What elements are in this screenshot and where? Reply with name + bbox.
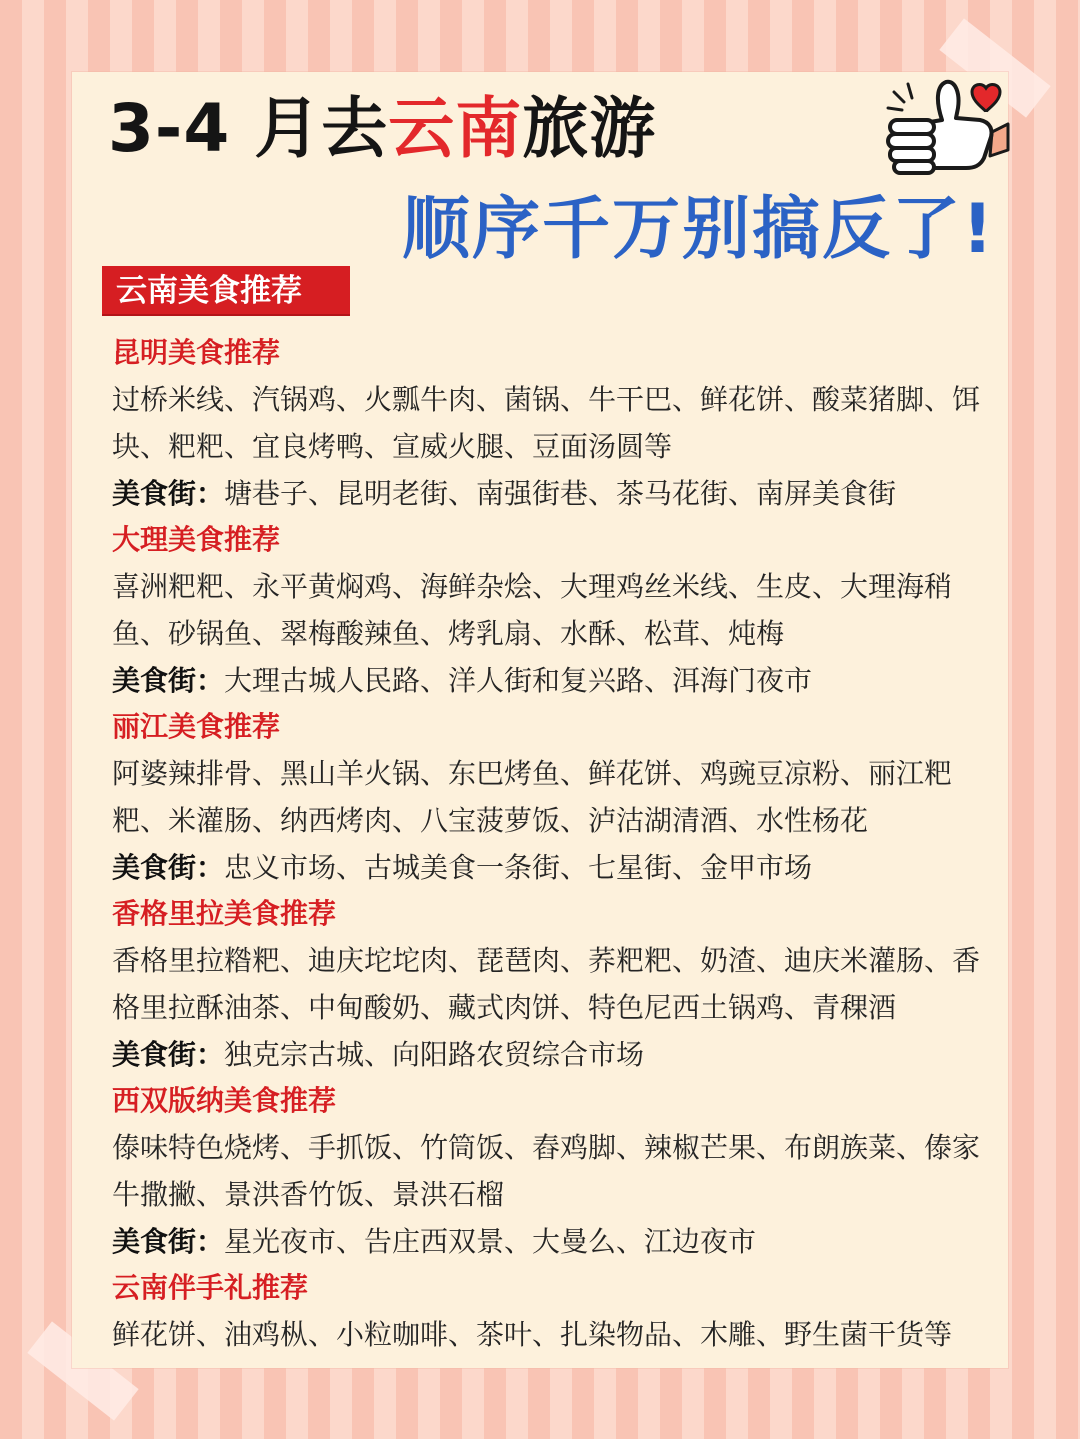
food-street-label: 美食街：: [112, 1038, 225, 1071]
food-street-line: [112, 1031, 984, 1078]
food-street-line: [112, 844, 984, 891]
page-title: [108, 90, 656, 168]
section-heading-dali: 大理美食推荐: [112, 523, 281, 556]
section-heading-xishuangbanna: 西双版纳美食推荐: [112, 1084, 337, 1117]
food-street-label: 美食街：: [112, 1225, 225, 1258]
title-suffix: 旅游: [522, 90, 657, 167]
souvenir-items: 鲜花饼、油鸡枞、小粒咖啡、茶叶、扎染物品、木雕、野生菌干货等: [112, 1318, 953, 1351]
section-heading-lijiang: 丽江美食推荐: [112, 710, 281, 743]
food-street-value: 大理古城人民路、洋人街和复兴路、洱海门夜市: [224, 664, 813, 697]
food-items: 傣味特色烧烤、手抓饭、竹筒饭、舂鸡脚、辣椒芒果、布朗族菜、傣家牛撒撇、景洪香竹饭、景洪石榴: [112, 1131, 981, 1211]
thumbs-up-heart-icon: [880, 72, 1010, 182]
food-street-label: 美食街：: [112, 664, 225, 697]
food-street-value: 忠义市场、古城美食一条街、七星街、金甲市场: [224, 851, 813, 884]
food-list: [112, 330, 984, 1358]
section-heading-kunming: 昆明美食推荐: [112, 336, 281, 369]
food-street-label: 美食街：: [112, 477, 225, 510]
page-subtitle: 顺序千万别搞反了!: [402, 190, 996, 269]
food-street-label: 美食街：: [112, 851, 225, 884]
food-items: 香格里拉糌粑、迪庆坨坨肉、琵琶肉、荞粑粑、奶渣、迪庆米灌肠、香格里拉酥油茶、中甸酸奶、藏式肉饼、特色尼西土锅鸡、青稞酒: [112, 944, 981, 1024]
food-street-line: [112, 1218, 984, 1265]
food-items: 阿婆辣排骨、黑山羊火锅、东巴烤鱼、鲜花饼、鸡豌豆凉粉、丽江粑粑、米灌肠、纳西烤肉、八宝菠萝饭、泸沽湖清酒、水性杨花: [112, 757, 953, 837]
food-street-value: 星光夜市、告庄西双景、大曼么、江边夜市: [224, 1225, 757, 1258]
food-street-value: 塘巷子、昆明老街、南强街巷、茶马花街、南屏美食街: [224, 477, 897, 510]
food-items: 喜洲粑粑、永平黄焖鸡、海鲜杂烩、大理鸡丝米线、生皮、大理海稍鱼、砂锅鱼、翠梅酸辣鱼、烤乳扇、水酥、松茸、炖梅: [112, 570, 953, 650]
food-street-value: 独克宗古城、向阳路农贸综合市场: [224, 1038, 645, 1071]
food-street-line: [112, 470, 984, 517]
title-prefix: 3-4 月去: [108, 90, 389, 167]
section-heading-shangrila: 香格里拉美食推荐: [112, 897, 337, 930]
section-tag: 云南美食推荐: [102, 266, 350, 316]
title-highlight: 云南: [388, 90, 523, 167]
section-heading-souvenirs: 云南伴手礼推荐: [112, 1271, 309, 1304]
food-items: 过桥米线、汽锅鸡、火瓢牛肉、菌锅、牛干巴、鲜花饼、酸菜猪脚、饵块、粑粑、宜良烤鸭、宣威火腿、豆面汤圆等: [112, 383, 981, 463]
food-street-line: [112, 657, 984, 704]
